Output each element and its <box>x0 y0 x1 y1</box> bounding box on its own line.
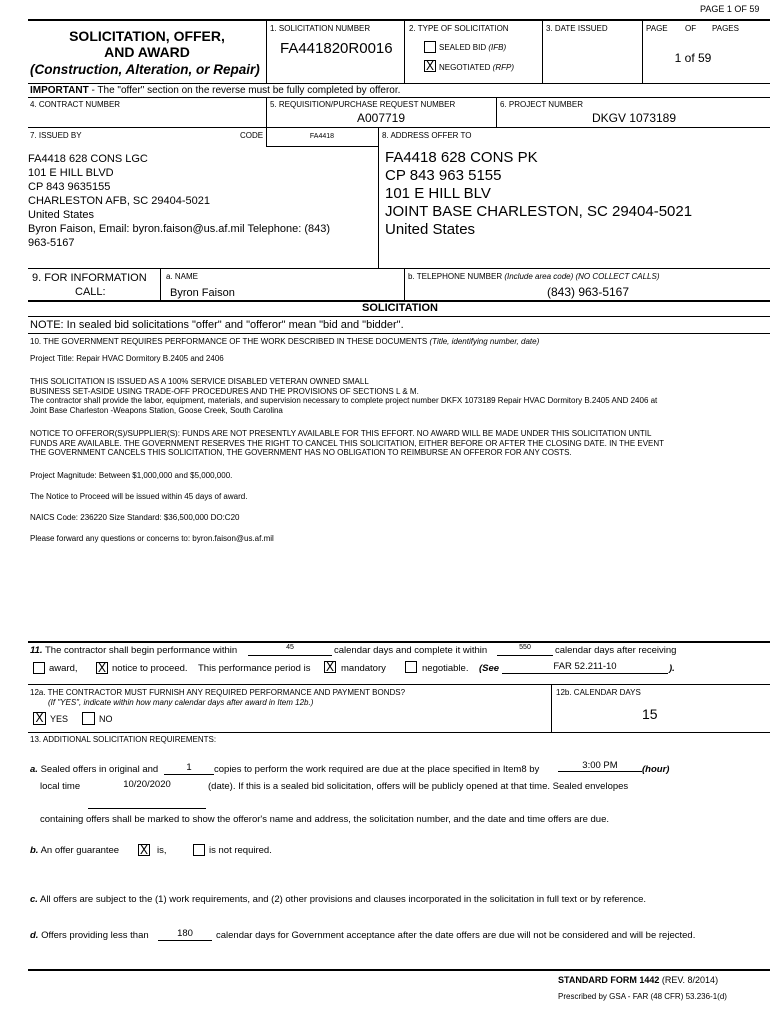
mandatory-checkbox[interactable]: X <box>325 660 335 674</box>
date-issued-label: 3. DATE ISSUED <box>546 24 608 33</box>
bonds-yes-checkbox[interactable]: X <box>33 712 46 725</box>
issued-by-label: 7. ISSUED BY <box>30 131 82 140</box>
address-line: JOINT BASE CHARLESTON, SC 29404-5021 <box>385 203 693 220</box>
acceptance-days-underline <box>158 940 212 941</box>
see-label: (See <box>479 663 500 674</box>
divider <box>28 732 770 733</box>
divider <box>28 641 770 643</box>
project-number-value[interactable]: DKGV 1073189 <box>591 111 677 125</box>
due-date-value[interactable]: 10/20/2020 <box>123 779 171 790</box>
box10-line: Please forward any questions or concerns to: byron.faison@us.af.mil <box>30 534 274 543</box>
sealed-bid-label: SEALED BID (IFB) <box>439 43 507 52</box>
sealed-bid-checkbox[interactable] <box>424 41 436 53</box>
requisition-value[interactable]: A007719 <box>356 111 406 125</box>
issued-by-line: United States <box>28 209 95 221</box>
issued-by-line: FA4418 628 CONS LGC <box>28 153 148 165</box>
divider <box>28 316 770 317</box>
divider <box>28 684 770 685</box>
address-line: CP 843 963 5155 <box>385 167 502 184</box>
copies-value[interactable]: 1 <box>186 762 192 773</box>
box10-line: FUNDS ARE AVAILABLE. THE GOVERNMENT RESERVES THE RIGHT TO CANCEL THIS SOLICITATION, EITHER BEFORE OR AFTER THE CLOSING DATE. IN THE EVENT <box>30 438 665 448</box>
divider <box>542 19 543 83</box>
see-close: ). <box>669 663 675 674</box>
time-underline <box>558 771 642 772</box>
date-underline <box>88 808 206 809</box>
bonds-sublabel: (If "YES", indicate within how many calendar days after award in Item 12b.) <box>48 698 314 707</box>
form-title-line3: (Construction, Alteration, or Repair) <box>30 62 260 77</box>
box10-line: Project Title: Repair HVAC Dormitory B.2405 and 2406 <box>30 354 224 363</box>
address-offer-to-label: 8. ADDRESS OFFER TO <box>382 131 472 140</box>
address-line: FA4418 628 CONS PK <box>385 149 538 166</box>
page-label: PAGE <box>646 24 668 33</box>
of-label: OF <box>685 24 697 33</box>
notice-to-proceed-checkbox[interactable]: X <box>97 661 107 675</box>
bonds-no-checkbox[interactable] <box>82 712 95 725</box>
code-value[interactable]: FA4418 <box>309 133 335 140</box>
negotiable-label: negotiable. <box>422 663 469 674</box>
project-number-label: 6. PROJECT NUMBER <box>500 100 583 109</box>
local-time-label: local time <box>40 781 81 792</box>
bonds-label: 12a. THE CONTRACTOR MUST FURNISH ANY REQUIRED PERFORMANCE AND PAYMENT BONDS? <box>30 688 406 697</box>
divider <box>28 268 770 269</box>
issued-by-line: CHARLESTON AFB, SC 29404-5021 <box>28 195 210 207</box>
address-line: United States <box>385 221 476 238</box>
name-label: a. NAME <box>166 272 199 281</box>
divider <box>160 268 161 300</box>
telephone-value[interactable]: (843) 963-5167 <box>546 285 630 299</box>
box10-label: 10. THE GOVERNMENT REQUIRES PERFORMANCE OF THE WORK DESCRIBED IN THESE DOCUMENTS (Title, identifying number, date) <box>30 337 540 346</box>
copies-underline <box>164 774 214 775</box>
guarantee-is-label: is, <box>157 845 167 856</box>
page-count-value: 1 of 59 <box>674 51 712 65</box>
box11-text: 11. The contractor shall begin performance within <box>30 645 238 656</box>
award-checkbox[interactable] <box>33 662 45 674</box>
solicitation-type-label: 2. TYPE OF SOLICITATION <box>409 24 509 33</box>
address-offer-to-address <box>385 149 692 239</box>
issued-by-address <box>28 152 330 250</box>
req-a-text: a. Sealed offers in original and <box>30 764 159 775</box>
requisition-label: 5. REQUISITION/PURCHASE REQUEST NUMBER <box>270 100 456 109</box>
far-ref-underline <box>502 673 668 674</box>
due-time-value[interactable]: 3:00 PM <box>582 760 618 771</box>
box10-paragraph <box>30 534 274 544</box>
telephone-label: b. TELEPHONE NUMBER (Include area code) (NO COLLECT CALLS) <box>408 272 660 281</box>
req-b-text: b. An offer guarantee <box>30 845 120 856</box>
req-c-text: c. All offers are subject to the (1) work requirements, and (2) other provisions and clauses incorporated in the solicitation in full text or by reference. <box>30 894 647 905</box>
prescribed-by: Prescribed by GSA - FAR (48 CFR) 53.236-1(d) <box>558 992 727 1001</box>
divider <box>28 19 770 21</box>
box11-text-3: calendar days after receiving <box>555 645 677 656</box>
award-label: award, <box>49 663 78 674</box>
important-notice: IMPORTANT - The "offer" section on the reverse must be fully completed by offeror. <box>30 85 401 96</box>
box10-paragraph <box>30 513 239 523</box>
notice-to-proceed-label: notice to proceed. <box>112 663 188 674</box>
hour-label: (hour) <box>642 764 670 775</box>
guarantee-is-checkbox[interactable]: X <box>139 843 149 857</box>
divider <box>28 969 770 971</box>
address-line: 101 E HILL BLV <box>385 185 491 202</box>
issued-by-line: 101 E HILL BLVD <box>28 167 114 179</box>
solicitation-number-value[interactable]: FA441820R0016 <box>280 40 393 57</box>
divider <box>28 97 770 98</box>
box10-paragraph <box>30 377 657 415</box>
contact-name-value[interactable]: Byron Faison <box>170 287 235 299</box>
issued-by-line: Byron Faison, Email: byron.faison@us.af.mil Telephone: (843) <box>28 223 331 235</box>
divider <box>378 127 379 268</box>
solicitation-header: SOLICITATION <box>362 302 438 314</box>
box10-line: The Notice to Proceed will be issued within 45 days of award. <box>30 492 248 501</box>
guarantee-not-label: is not required. <box>209 845 272 856</box>
mandatory-label: mandatory <box>341 663 386 674</box>
guarantee-not-checkbox[interactable] <box>193 844 205 856</box>
box10-line: NOTICE TO OFFEROR(S)/SUPPLIER(S): FUNDS ARE NOT PRESENTLY AVAILABLE FOR THIS EFFORT. NO AWARD WILL BE MADE UNDER THIS SOLICITATION UNTIL <box>30 429 652 438</box>
req-a-text-4: containing offers shall be marked to show the offeror's name and address, the solicitation number, and the date and time offers are due. <box>40 814 609 825</box>
box10-line: Project Magnitude: Between $1,000,000 and $5,000,000. <box>30 471 233 480</box>
box10-paragraph <box>30 429 664 458</box>
bonds-yes-label: YES <box>50 714 69 724</box>
box10-line: THE GOVERNMENT CANCELS THIS SOLICITATION, THE GOVERNMENT HAS NO OBLIGATION TO REIMBURSE AN OFFEROR FOR ANY COSTS. <box>30 448 572 457</box>
divider <box>266 146 378 147</box>
form-number: STANDARD FORM 1442 (REV. 8/2014) <box>558 975 719 985</box>
req-d-text: d. Offers providing less than <box>30 930 149 941</box>
acceptance-days-value[interactable]: 180 <box>177 928 193 939</box>
begin-days-value[interactable]: 45 <box>286 644 294 651</box>
box10-line: NAICS Code: 236220 Size Standard: $36,500,000 DO:C20 <box>30 513 240 522</box>
calendar-days-label: 12b. CALENDAR DAYS <box>556 688 641 697</box>
divider <box>28 83 770 84</box>
box10-line: THIS SOLICITATION IS ISSUED AS A 100% SERVICE DISABLED VETERAN OWNED SMALL <box>30 377 369 386</box>
bonds-no-label: NO <box>99 714 113 724</box>
issued-by-line: 963-5167 <box>28 237 75 249</box>
box10-line: BUSINESS SET-ASIDE USING TRADE-OFF PROCEDURES AND THE PROVISIONS OF SECTIONS L & M. <box>30 386 419 396</box>
divider <box>404 19 405 83</box>
performance-period-text: This performance period is <box>198 663 311 674</box>
code-label: CODE <box>240 131 264 140</box>
negotiated-label: NEGOTIATED (RFP) <box>439 63 514 72</box>
page-indicator: PAGE 1 OF 59 <box>700 4 760 14</box>
negotiated-checkbox[interactable]: X <box>425 59 435 73</box>
divider <box>28 127 770 128</box>
begin-days-underline <box>248 655 332 656</box>
divider <box>551 684 552 732</box>
additional-requirements-label: 13. ADDITIONAL SOLICITATION REQUIREMENTS: <box>30 735 217 744</box>
far-ref-value[interactable]: FAR 52.211-10 <box>553 661 617 672</box>
negotiable-checkbox[interactable] <box>405 661 417 673</box>
info-call-label: 9. FOR INFORMATION <box>32 272 147 284</box>
pages-label: PAGES <box>712 24 739 33</box>
complete-days-value[interactable]: 550 <box>519 644 531 651</box>
box10-line: Joint Base Charleston -Weapons Station, Goose Creek, South Carolina <box>30 405 283 415</box>
box10-paragraph <box>30 492 247 502</box>
solicitation-number-label: 1. SOLICITATION NUMBER <box>270 24 371 33</box>
note-text: NOTE: In sealed bid solicitations "offer" and "offeror" mean "bid and "bidder". <box>30 319 404 331</box>
complete-days-underline <box>497 655 553 656</box>
form-title-line1: SOLICITATION, OFFER, <box>69 28 225 44</box>
issued-by-line: CP 843 9635155 <box>28 181 111 193</box>
divider <box>28 333 770 334</box>
calendar-days-value[interactable]: 15 <box>642 706 658 722</box>
info-call-label-2: CALL: <box>75 286 106 298</box>
box11-text-2: calendar days and complete it within <box>334 645 488 656</box>
req-d-text-2: calendar days for Government acceptance after the date offers are due will not be considered and will be rejected. <box>216 930 696 941</box>
req-a-text-3: (date). If this is a sealed bid solicitation, offers will be publicly opened at that time. Sealed envelopes <box>208 781 629 792</box>
box10-paragraph <box>30 354 224 364</box>
divider <box>266 19 267 83</box>
box10-paragraph <box>30 471 232 481</box>
contract-number-label: 4. CONTRACT NUMBER <box>30 100 121 109</box>
box10-line: The contractor shall provide the labor, equipment, materials, and supervision necessary to complete project number DKFX 1073189 Repair HVAC Dormitory B.2405 AND 2406 at <box>30 396 658 405</box>
form-title-line2: AND AWARD <box>104 44 190 60</box>
req-a-text-2: copies to perform the work required are due at the place specified in Item8 by <box>214 764 540 775</box>
